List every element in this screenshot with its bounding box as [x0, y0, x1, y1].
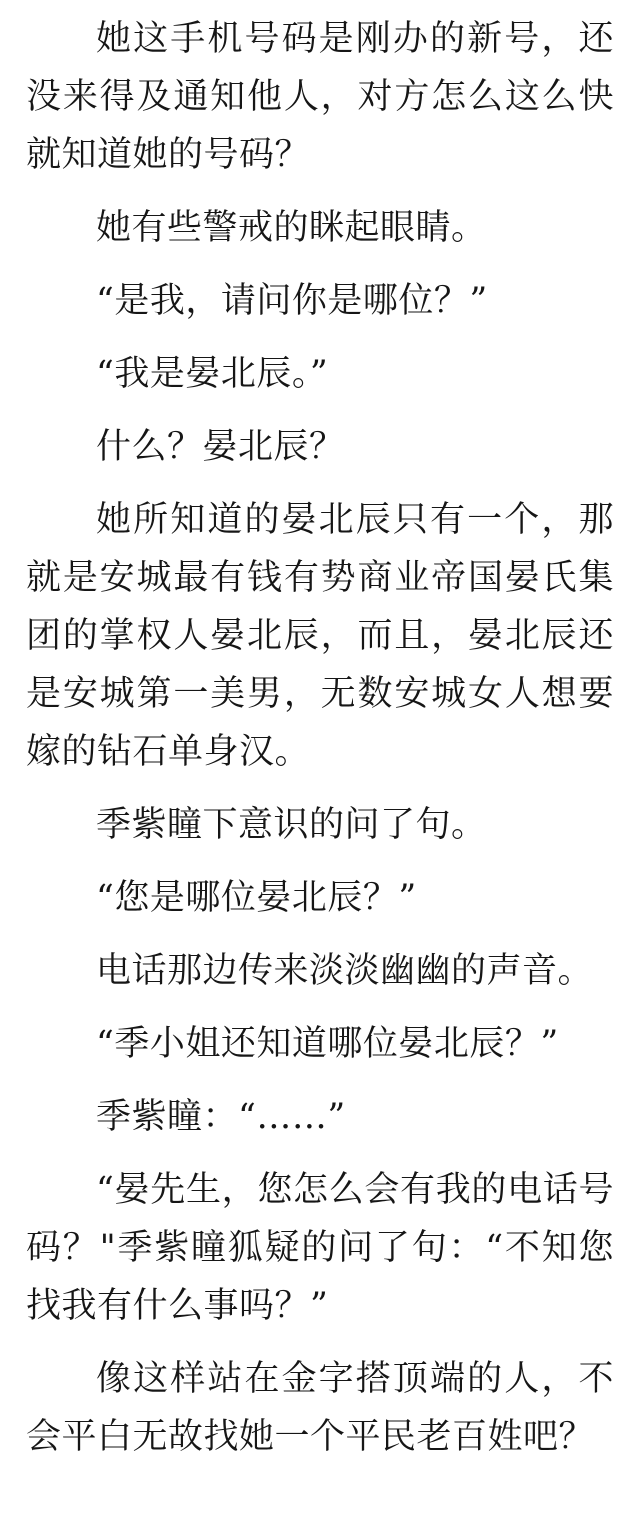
- paragraph: “晏先生，您怎么会有我的电话号码？"季紫瞳狐疑的问了句：“不知您找我有什么事吗？”: [26, 1170, 614, 1326]
- paragraph: 电话那边传来淡淡幽幽的声音。: [96, 951, 594, 991]
- paragraph: “您是哪位晏北辰？”: [96, 878, 417, 918]
- paragraph: 她有些警戒的眯起眼睛。: [96, 208, 487, 248]
- paragraph: 季紫瞳：“……”: [96, 1097, 346, 1137]
- paragraph: “我是晏北辰。”: [96, 354, 329, 394]
- paragraph: 她所知道的晏北辰只有一个，那就是安城最有钱有势商业帝国晏氏集团的掌权人晏北辰，而且，晏北辰还是安城第一美男，无数安城女人想要嫁的钻石单身汉。: [26, 500, 614, 772]
- paragraph: “季小姐还知道哪位晏北辰？”: [96, 1024, 559, 1064]
- paragraph: 什么？晏北辰？: [96, 427, 345, 467]
- paragraph: “是我，请问你是哪位？”: [96, 281, 488, 321]
- paragraph: 像这样站在金字搭顶端的人，不会平白无故找她一个平民老百姓吧？: [26, 1359, 614, 1457]
- paragraph: 她这手机号码是刚办的新号，还没来得及通知他人，对方怎么这么快就知道她的号码？: [26, 19, 614, 175]
- paragraph: 季紫瞳下意识的问了句。: [96, 805, 487, 845]
